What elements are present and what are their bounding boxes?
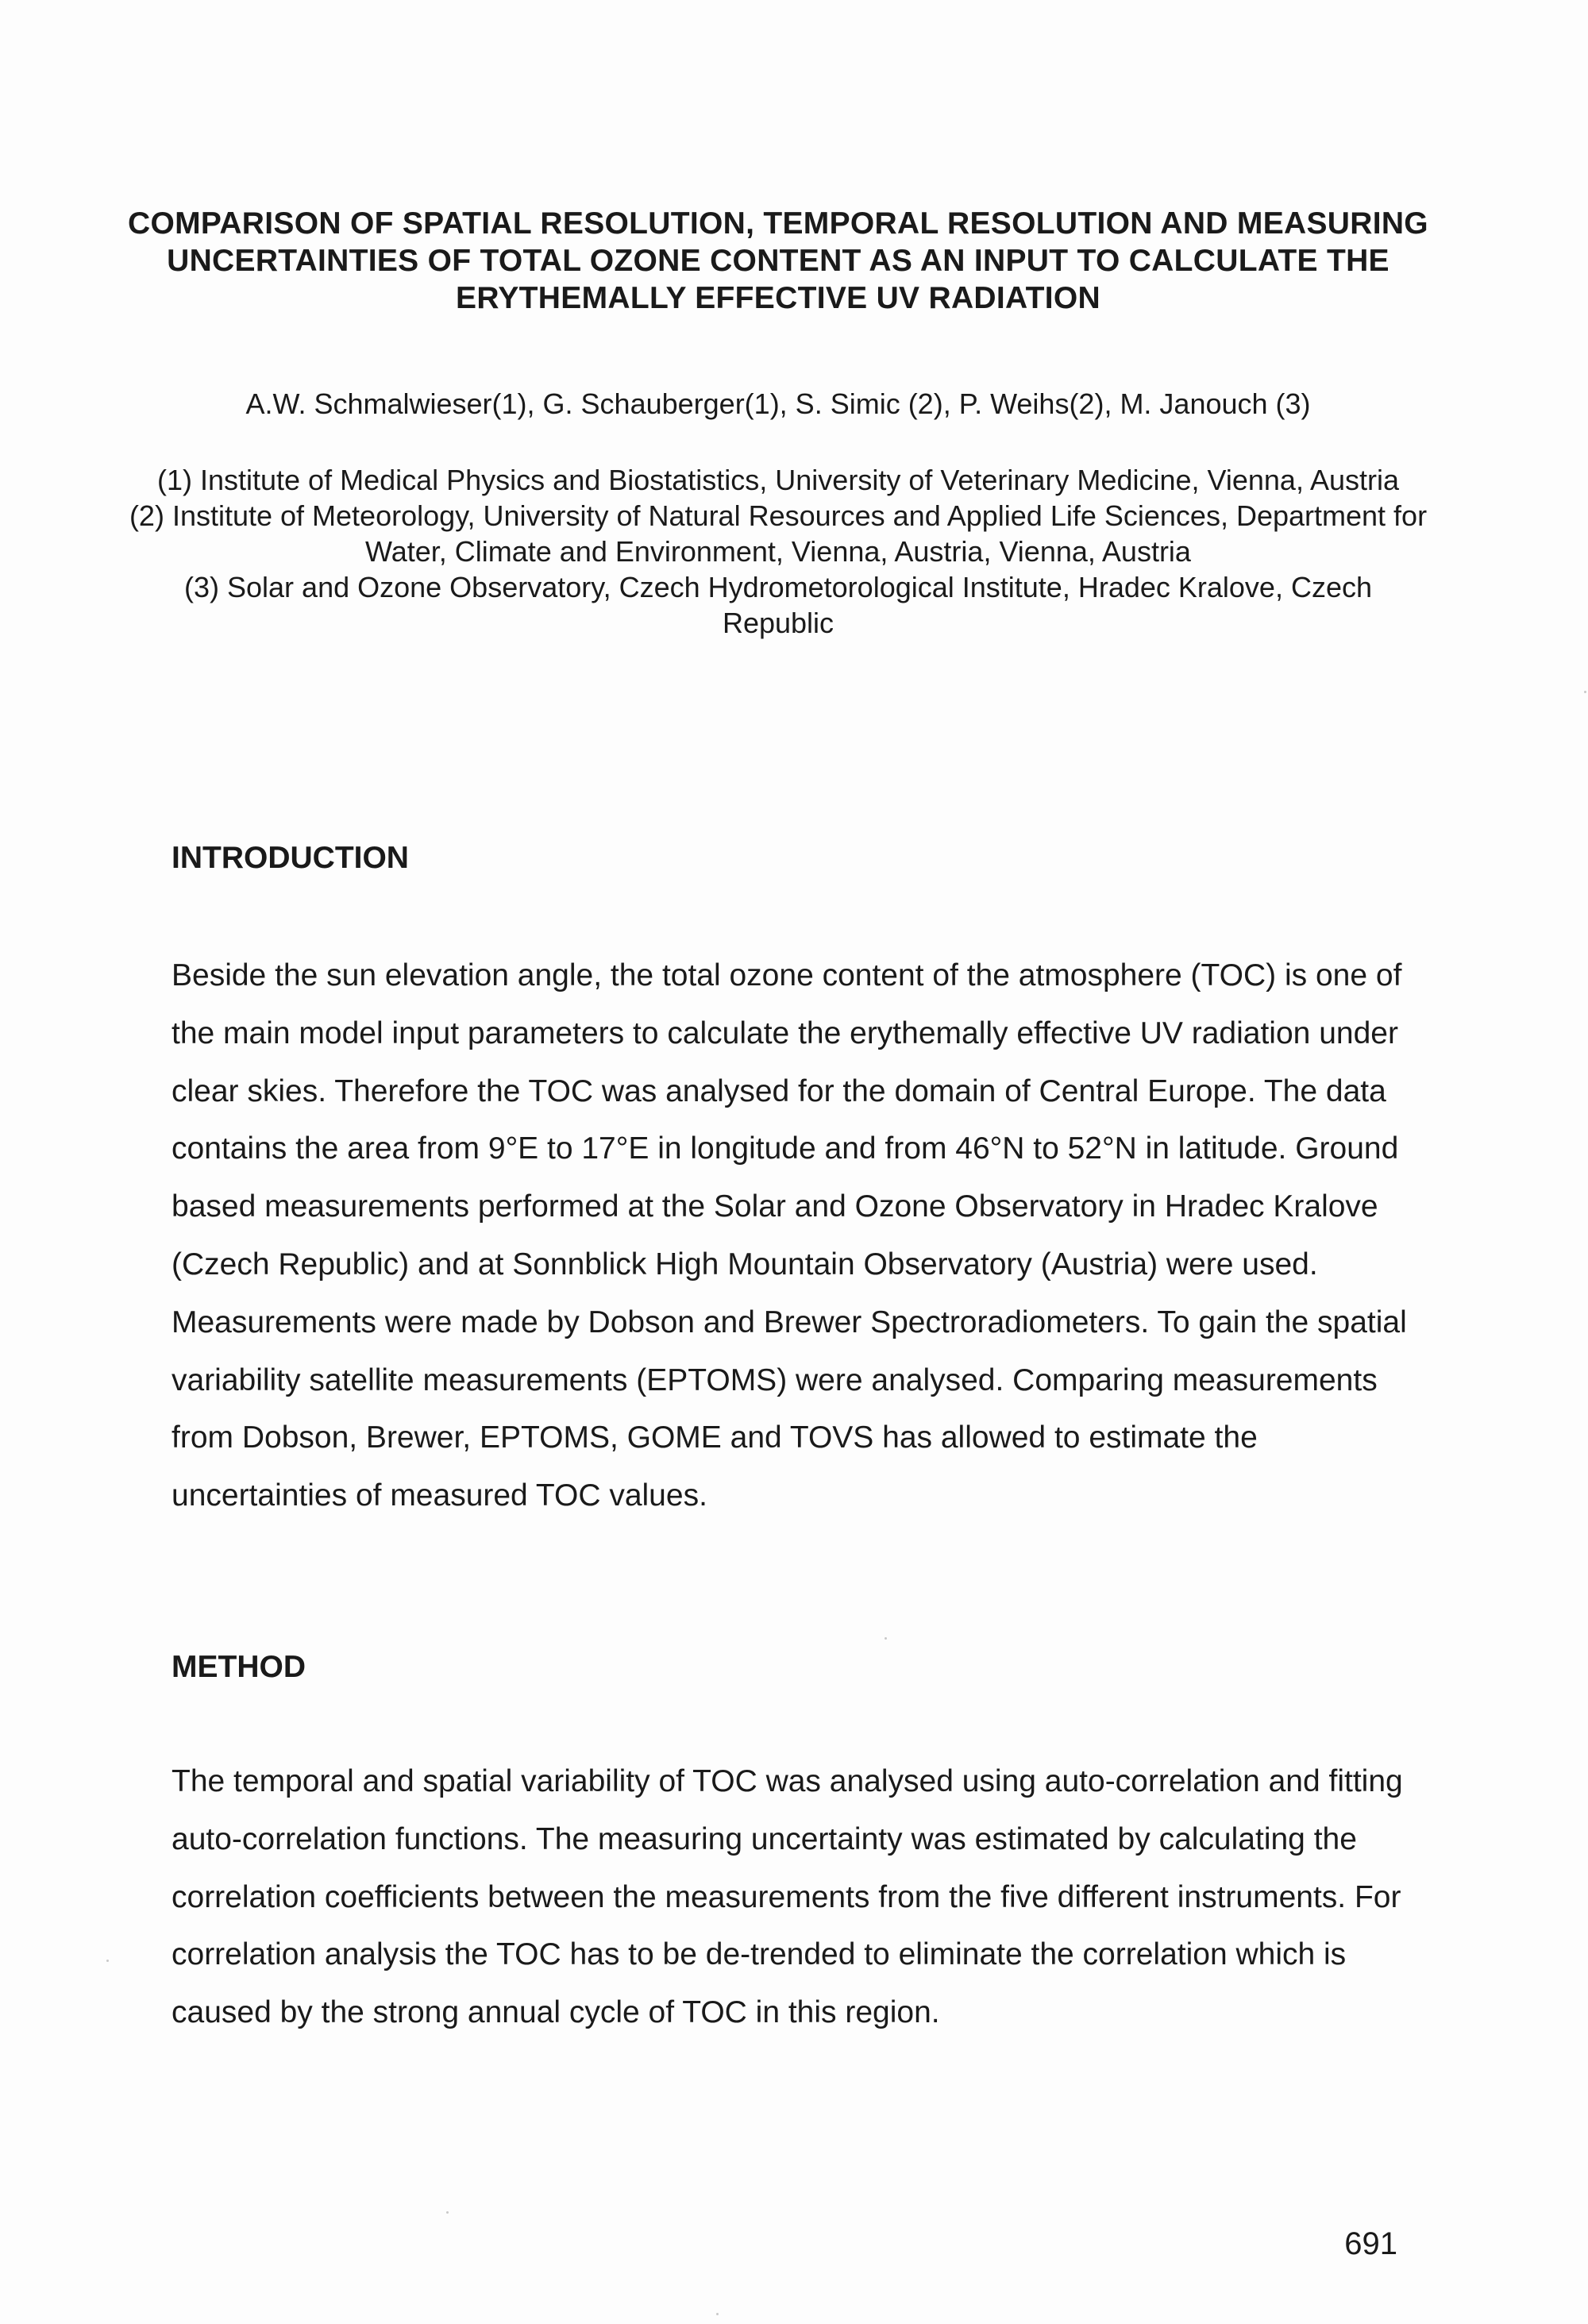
author-list: A.W. Schmalwieser(1), G. Schauberger(1), S. Simic (2), P. Weihs(2), M. Janouch (3) bbox=[245, 387, 1311, 420]
section-heading-method: METHOD bbox=[172, 1650, 306, 1684]
scan-speck bbox=[716, 2313, 719, 2315]
scan-speck bbox=[106, 1960, 109, 1962]
section-heading-introduction: INTRODUCTION bbox=[172, 841, 409, 875]
page-number: 691 bbox=[1344, 2226, 1397, 2261]
paper-title: COMPARISON OF SPATIAL RESOLUTION, TEMPORAL RESOLUTION AND MEASURING UNCERTAINTIES OF TOTAL OZONE CONTENT AS AN INPUT TO CALCULATE THE ERYTHEMALLY EFFECTIVE UV RADIATION bbox=[128, 206, 1428, 315]
affiliation-1: (1) Institute of Medical Physics and Biostatistics, University of Veterinary Medicine, Vienna, Austria bbox=[156, 464, 1400, 496]
affiliation-list bbox=[127, 462, 1429, 641]
scan-speck bbox=[446, 2211, 449, 2214]
scan-speck bbox=[1584, 691, 1586, 693]
introduction-paragraph: Beside the sun elevation angle, the total ozone content of the atmosphere (TOC) is one of the main model input parameters to calculate the erythemally effective UV radiation under clear skies. Therefore the TOC was analysed for the domain of Central Europe. The data contains the area from 9°E to 17°E in longitude and from 46°N to 52°N in latitude. Ground based measurements performed at the Solar and Ozone Observatory in Hradec Kralove (Czech Republic) and at Sonnblick High Mountain Observatory (Austria) were used. Measurements were made by Dobson and Brewer Spectroradiometers. To gain the spatial variability satellite measurements (EPTOMS) were analysed. Comparing measurements from Dobson, Brewer, EPTOMS, GOME and TOVS has allowed to estimate the uncertainties of measured TOC values. bbox=[172, 958, 1407, 1513]
scan-speck bbox=[885, 1637, 887, 1640]
affiliation-3: (3) Solar and Ozone Observatory, Czech Hydrometorological Institute, Hradec Kralove, Czech Republic bbox=[184, 571, 1372, 639]
affiliation-2: (2) Institute of Meteorology, University of Natural Resources and Applied Life Sciences, Department for Water, Climate and Environment, Vienna, Austria, Vienna, Austria bbox=[129, 499, 1428, 568]
method-paragraph: The temporal and spatial variability of TOC was analysed using auto-correlation and fitting auto-correlation functions. The measuring uncertainty was estimated by calculating the correlation coefficients between the measurements from the five different instruments. For correlation analysis the TOC has to be de-trended to eliminate the correlation which is caused by the strong annual cycle of TOC in this region. bbox=[172, 1764, 1403, 2030]
